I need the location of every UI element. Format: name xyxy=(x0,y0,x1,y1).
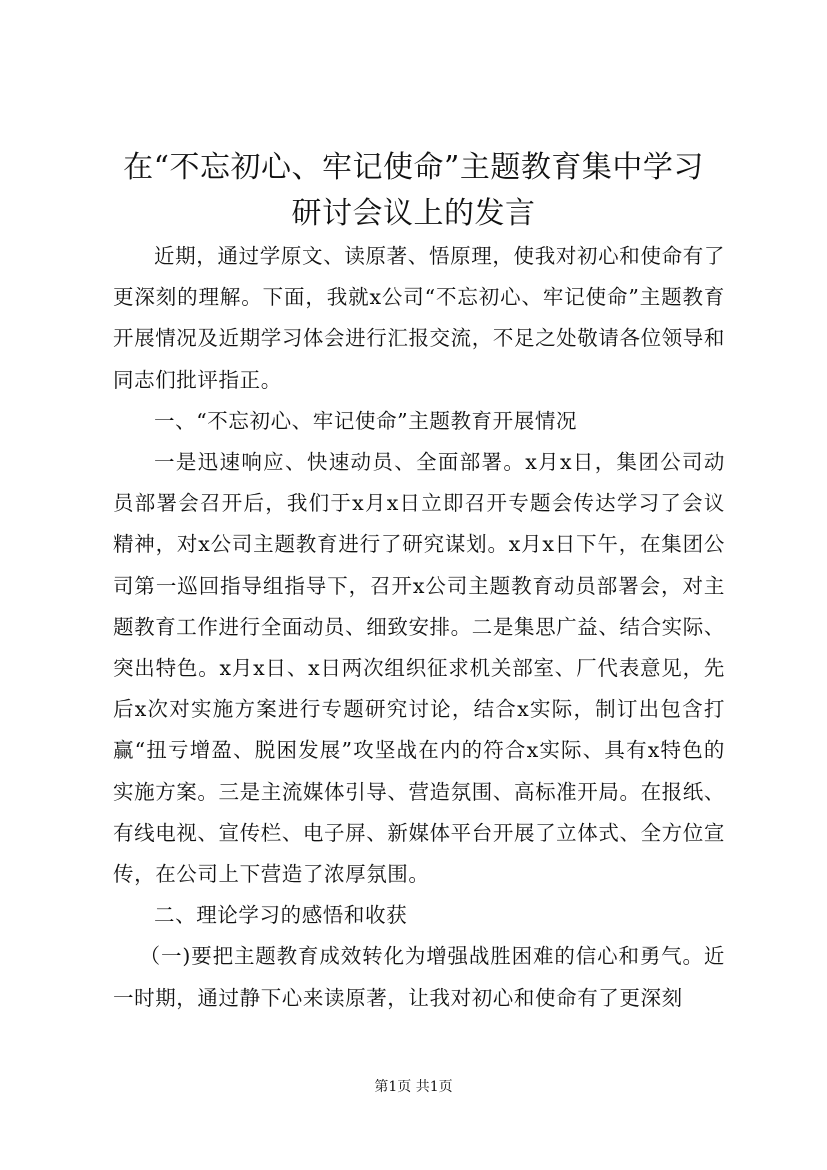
subsection-paragraph-1: （一)要把主题教育成效转化为增强战胜困难的信心和勇气。近一时期，通过静下心来读原著，让我对初心和使命有了更深刻 xyxy=(113,944,725,1010)
section-1-paragraph: 一是迅速响应、快速动员、全面部署。x月x日，集团公司动员部署会召开后，我们于x月x日立即召开专题会传达学习了会议精神，对x公司主题教育进行了研究谋划。x月x日下午，在集团公司第一巡回指导组指导下，召开x公司主题教育动员部署会，对主题教育工作进行全面动员、细致安排。二是集思广益、结合实际、突出特色。x月x日、x日两次组织征求机关部室、厂代表意见，先后x次对实施方案进行专题研究讨论，结合x实际，制订出包含打赢“扭亏增盈、脱困发展”攻坚战在内的符合x实际、具有x特色的实施方案。三是主流媒体引导、营造氛围、高标准开局。在报纸、有线电视、宣传栏、电子屏、新媒体平台开展了立体式、全方位宣传，在公司上下营造了浓厚氛围。 xyxy=(113,450,725,887)
document-body xyxy=(113,236,725,1019)
document-title-line-1: 在“不忘初心、牢记使命”主题教育集中学习 xyxy=(123,150,704,185)
intro-paragraph: 近期，通过学原文、读原著、悟原理，使我对初心和使命有了更深刻的理解。下面，我就x公司“不忘初心、牢记使命”主题教育开展情况及近期学习体会进行汇报交流，不足之处敬请各位领导和同志们批评指正。 xyxy=(113,244,725,392)
document-title-line-2: 研讨会议上的发言 xyxy=(291,196,536,231)
section-heading-2: 二、理论学习的感悟和收获 xyxy=(154,903,408,928)
section-heading-1: 一、“不忘初心、牢记使命”主题教育开展情况 xyxy=(154,408,578,433)
page-footer: 第1页 共1页 xyxy=(374,1079,453,1095)
